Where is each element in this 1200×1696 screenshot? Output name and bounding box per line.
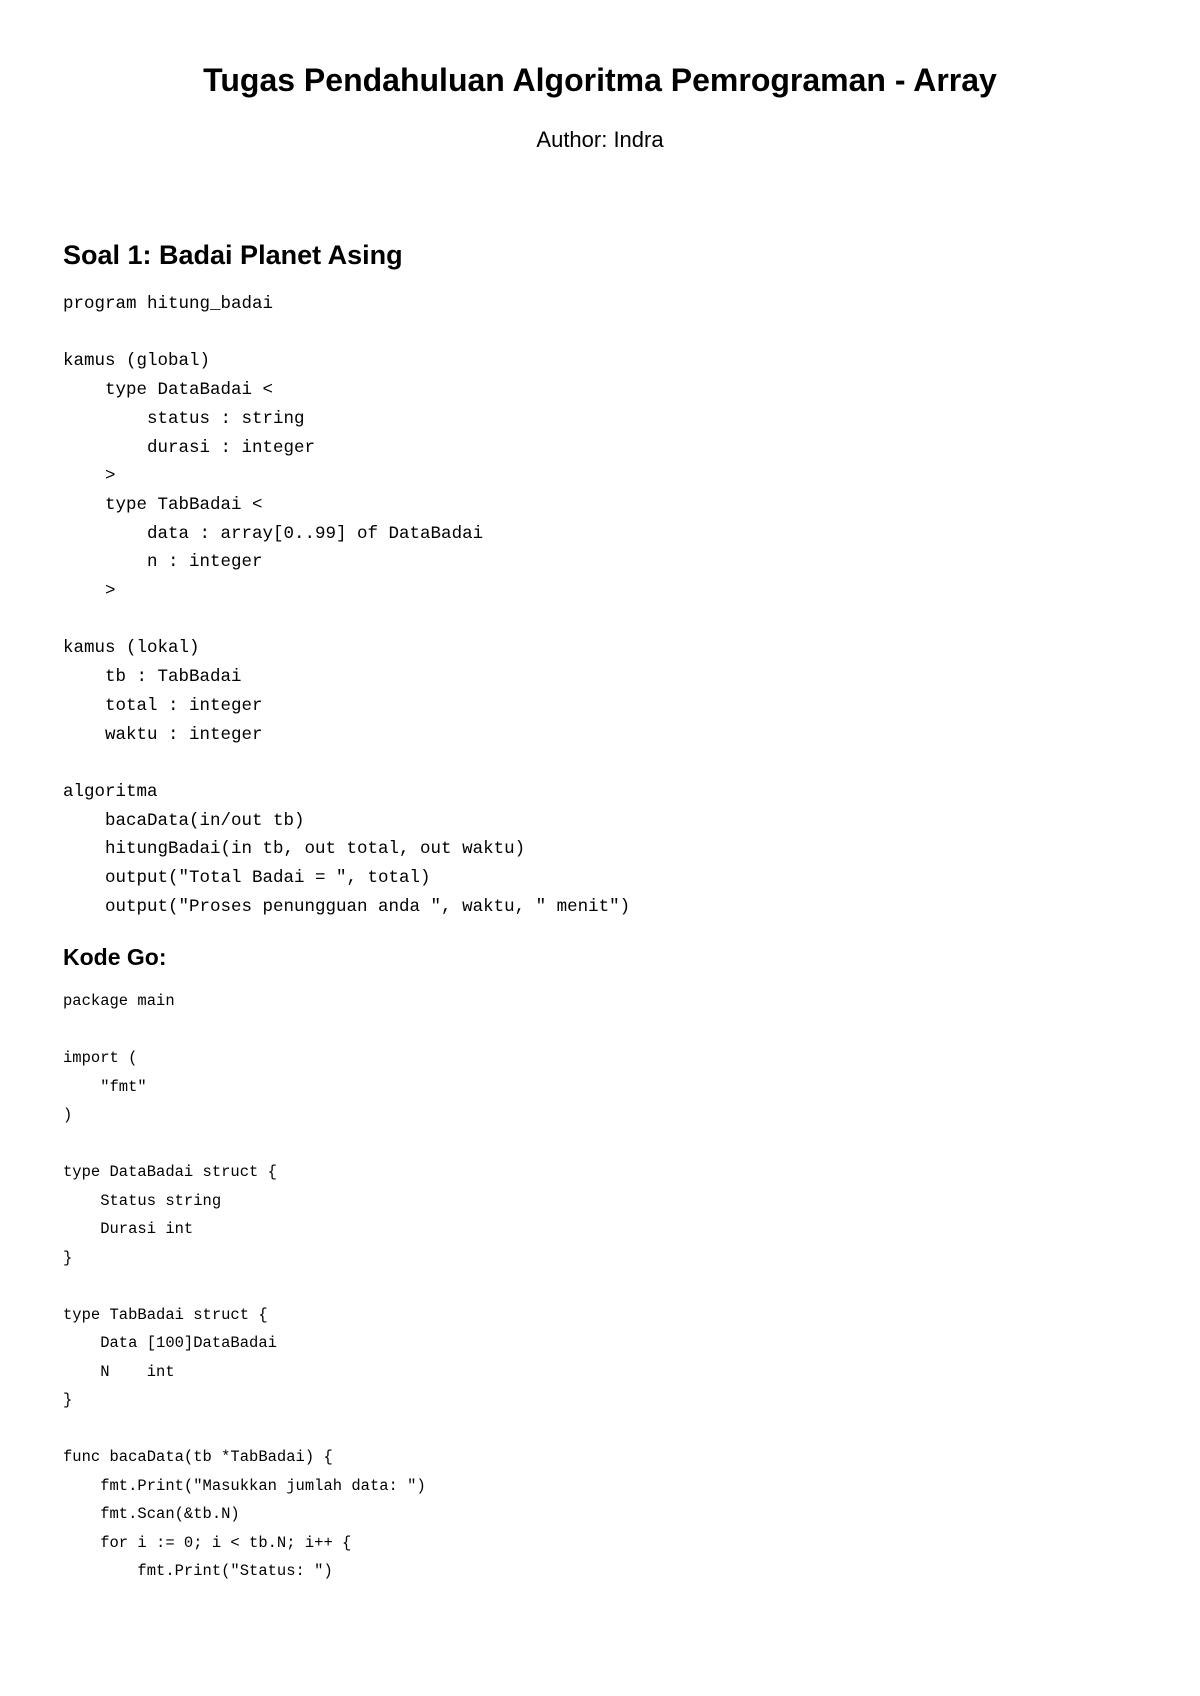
document-author: Author: Indra [536, 127, 664, 152]
pseudocode-block: program hitung_badai kamus (global) type DataBadai < status : string durasi : integer > type TabBadai < data : array[0..99] of DataBadai n : integer > kamus (lokal) tb : TabBadai total : integer waktu : integer algoritma bacaData(in/out tb) hitungBadai(in tb, out total, out waktu) output("Total Badai = ", total) output("Proses penungguan anda ", waktu, " menit") [63, 294, 631, 917]
document-title: Tugas Pendahuluan Algoritma Pemrograman - Array [203, 62, 997, 98]
section-heading-kode-go: Kode Go: [63, 944, 167, 970]
go-code-block: package main import ( "fmt" ) type DataBadai struct { Status string Durasi int } type TabBadai struct { Data [100]DataBadai N int } func bacaData(tb *TabBadai) { fmt.Print("Masukkan jumlah data: ") fmt.Scan(&tb.N) for i := 0; i < tb.N; i++ { fmt.Print("Status: ") [63, 992, 426, 1580]
section-heading-soal-1: Soal 1: Badai Planet Asing [63, 240, 403, 270]
